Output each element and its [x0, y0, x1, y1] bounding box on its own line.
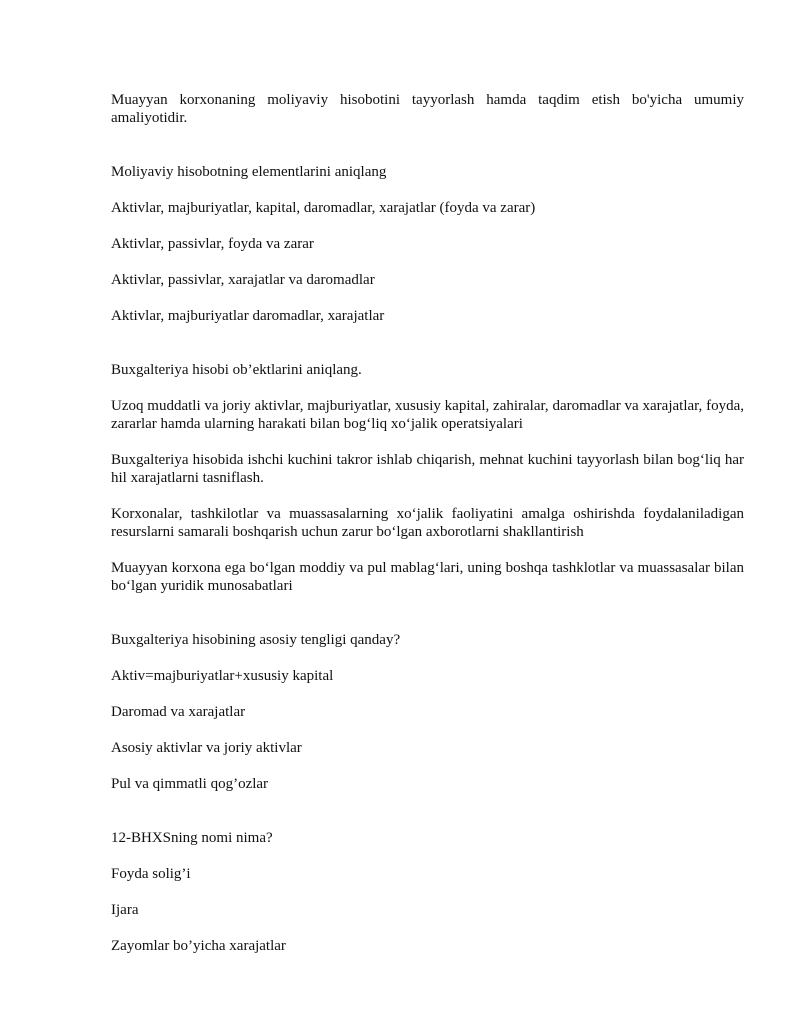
q4-option-1: Foyda solig’i: [111, 866, 191, 882]
intro-text: Muayyan korxonaning moliyaviy hisobotini tayyorlash hamda taqdim etish bo'yicha umumiy amaliyotidir.: [111, 92, 744, 126]
question-3: Buxgalteriya hisobining asosiy tengligi qanday?: [111, 632, 401, 648]
q1-option-1: Aktivlar, majburiyatlar, kapital, daromadlar, xarajatlar (foyda va zarar): [111, 200, 536, 216]
q2-option-4: Muayyan korxona ega bo‘lgan moddiy va pul mablag‘lari, uning boshqa tashklotlar va muassasalar bilan bo‘lgan yuridik munosabatlari: [111, 560, 744, 594]
q1-option-4: Aktivlar, majburiyatlar daromadlar, xarajatlar: [111, 308, 385, 324]
q3-option-4: Pul va qimmatli qog’ozlar: [111, 776, 269, 792]
q3-option-2: Daromad va xarajatlar: [111, 704, 246, 720]
q1-option-2: Aktivlar, passivlar, foyda va zarar: [111, 236, 314, 252]
q3-option-1: Aktiv=majburiyatlar+xususiy kapital: [111, 668, 334, 684]
question-4: 12-BHXSning nomi nima?: [111, 830, 273, 846]
q4-option-3: Zayomlar bo’yicha xarajatlar: [111, 938, 286, 954]
q2-option-1: Uzoq muddatli va joriy aktivlar, majburiyatlar, xususiy kapital, zahiralar, daromadlar va xarajatlar, foyda, zararlar hamda ularning harakati bilan bog‘liq xo‘jalik operatsiyalari: [111, 398, 744, 432]
q2-option-3: Korxonalar, tashkilotlar va muassasalarning xo‘jalik faoliyatini amalga oshirishda foydalaniladigan resurslarni samarali boshqarish uchun zarur bo‘lgan axborotlarni shakllantirish: [111, 506, 744, 540]
question-1: Moliyaviy hisobotning elementlarini aniqlang: [111, 164, 387, 180]
q1-option-3: Aktivlar, passivlar, xarajatlar va daromadlar: [111, 272, 375, 288]
q4-option-2: Ijara: [111, 902, 139, 918]
q3-option-3: Asosiy aktivlar va joriy aktivlar: [111, 740, 302, 756]
q2-option-2: Buxgalteriya hisobida ishchi kuchini takror ishlab chiqarish, mehnat kuchini tayyorlash bilan bog‘liq har hil xarajatlarni tasniflash.: [111, 452, 744, 486]
question-2: Buxgalteriya hisobi ob’ektlarini aniqlang.: [111, 362, 362, 378]
document-page: [111, 91, 744, 955]
